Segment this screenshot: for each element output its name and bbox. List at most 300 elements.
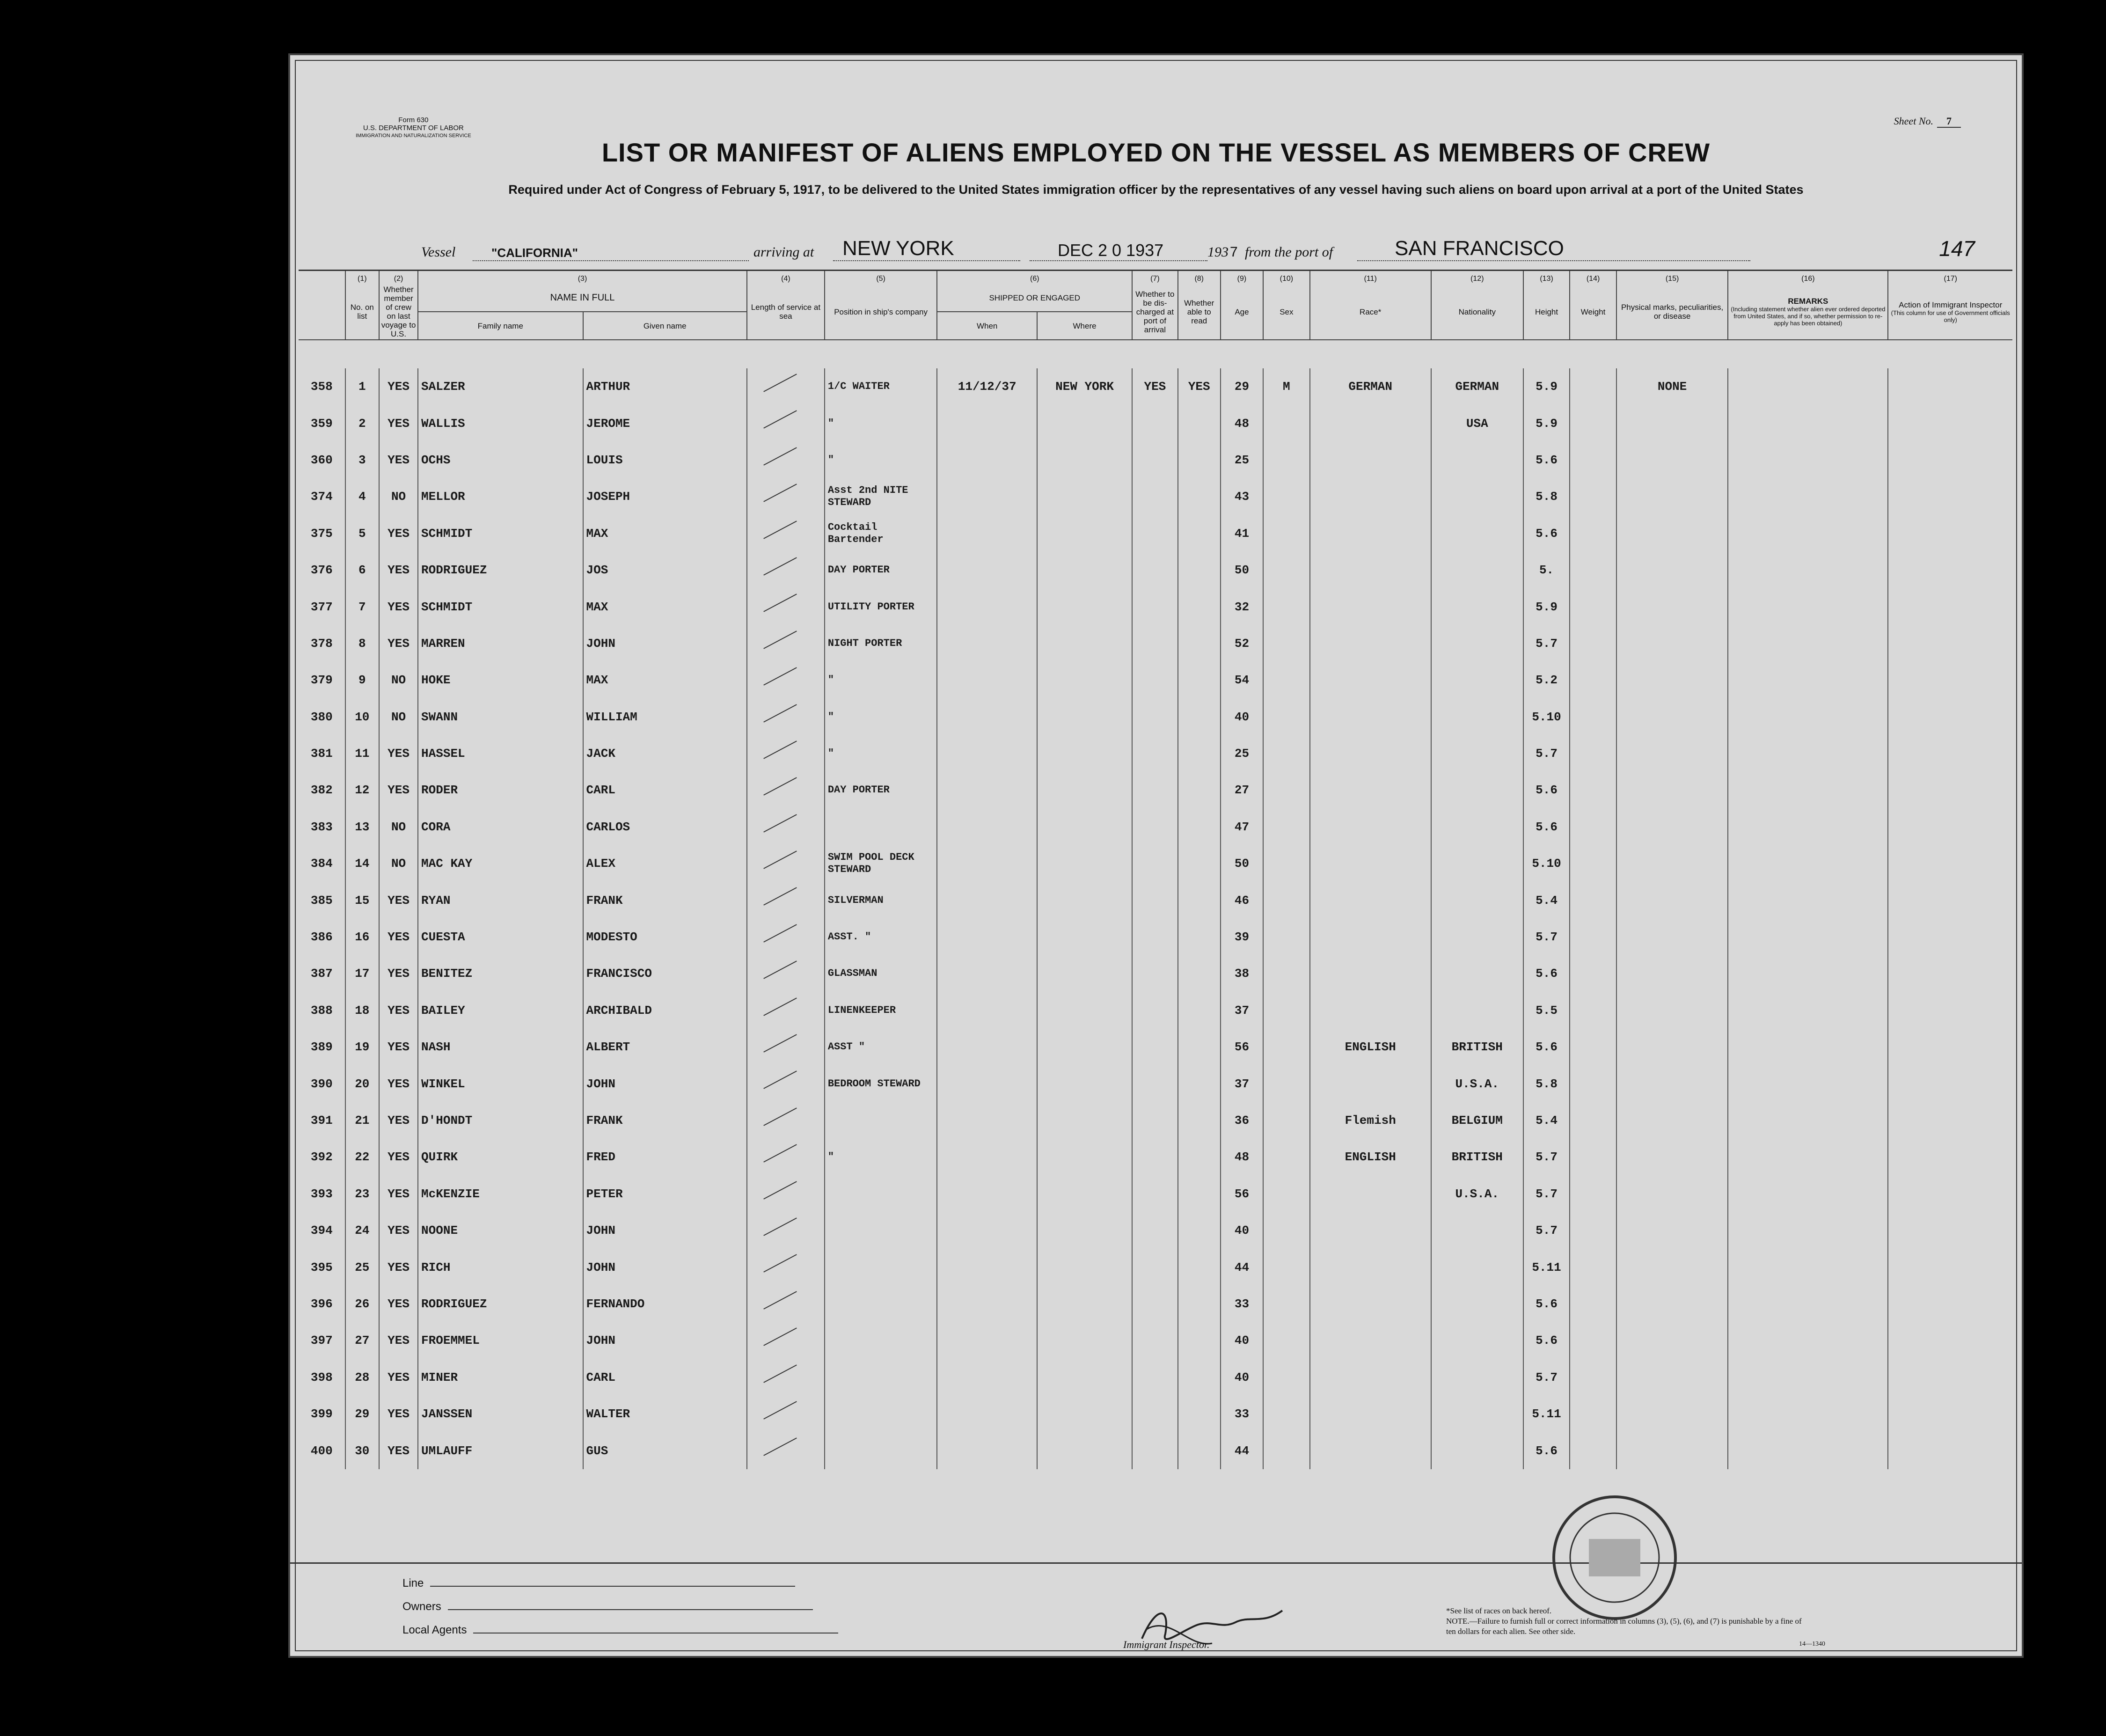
cell-action: [1888, 882, 2012, 918]
year-value: 7: [1230, 244, 1238, 260]
cell-action: [1888, 1176, 2012, 1212]
cell-last-voyage: YES: [379, 992, 418, 1029]
table-row: [299, 1139, 2012, 1175]
table-row: [299, 368, 2012, 405]
header-family-name: Family name: [418, 312, 583, 340]
table-row: [299, 442, 2012, 478]
arriving-port: NEW YORK: [842, 237, 954, 260]
cell-family-name: HOKE: [418, 662, 583, 698]
cell-position: ": [825, 699, 937, 735]
cell-family-name: NASH: [418, 1029, 583, 1065]
cell-height: 5.9: [1523, 588, 1570, 625]
cell-action: [1888, 405, 2012, 441]
colnum-13: (13): [1523, 271, 1570, 285]
cell-sex: [1263, 405, 1310, 441]
cell-nationality: [1431, 662, 1523, 698]
cell-length-service: [747, 1212, 825, 1249]
cell-height: 5.9: [1523, 405, 1570, 441]
cell-shipped-when: [937, 588, 1037, 625]
cell-action: [1888, 1102, 2012, 1139]
cell-given-name: JOS: [583, 552, 747, 588]
cell-sex: [1263, 955, 1310, 992]
cell-weight: [1570, 552, 1616, 588]
cell-remarks: [1728, 1029, 1888, 1065]
cell-remarks: [1728, 478, 1888, 515]
cell-able-to-read: YES: [1178, 368, 1221, 405]
cell-race: [1310, 1286, 1431, 1322]
cell-weight: [1570, 882, 1616, 918]
cell-able-to-read: [1178, 662, 1221, 698]
cell-last-voyage: YES: [379, 552, 418, 588]
cell-remarks: [1728, 1176, 1888, 1212]
cell-nationality: [1431, 1212, 1523, 1249]
cell-last-voyage: YES: [379, 1249, 418, 1285]
cell-row-ref: 376: [310, 563, 333, 578]
cell-nationality: [1431, 845, 1523, 882]
cell-row-ref: 385: [310, 893, 333, 908]
cell-weight: [1570, 662, 1616, 698]
cell-position: ": [825, 735, 937, 772]
cell-length-service: [747, 478, 825, 515]
cell-shipped-where: [1037, 1029, 1132, 1065]
cell-position: DAY PORTER: [825, 552, 937, 588]
cell-remarks: [1728, 552, 1888, 588]
cell-physical-marks: [1616, 1212, 1728, 1249]
cell-row-ref: 392: [310, 1150, 333, 1165]
cell-row-ref: 395: [310, 1260, 333, 1275]
cell-race: Flemish: [1310, 1102, 1431, 1139]
official-stamp: [1544, 1487, 1685, 1628]
cell-shipped-where: [1037, 515, 1132, 552]
cell-given-name: CARL: [583, 1359, 747, 1396]
cell-able-to-read: [1178, 515, 1221, 552]
cell-race: [1310, 1359, 1431, 1396]
cell-position: [825, 1396, 937, 1432]
vessel-line: [421, 237, 1980, 263]
cell-age: 56: [1221, 1176, 1263, 1212]
cell-last-voyage: YES: [379, 405, 418, 441]
cell-last-voyage: YES: [379, 735, 418, 772]
cell-weight: [1570, 368, 1616, 405]
cell-height: 5.6: [1523, 442, 1570, 478]
cell-height: 5.: [1523, 552, 1570, 588]
cell-discharged: [1132, 992, 1177, 1029]
cell-nationality: [1431, 919, 1523, 955]
cell-discharged: [1132, 1359, 1177, 1396]
cell-race: [1310, 442, 1431, 478]
header-race: Race*: [1310, 284, 1431, 340]
cell-able-to-read: [1178, 955, 1221, 992]
cell-age: 47: [1221, 809, 1263, 845]
cell-discharged: [1132, 1286, 1177, 1322]
remarks-title: REMARKS: [1788, 297, 1828, 306]
cell-row-ref: 359: [310, 416, 333, 431]
cell-remarks: [1728, 699, 1888, 735]
cell-given-name: ALEX: [583, 845, 747, 882]
cell-height: 5.6: [1523, 955, 1570, 992]
cell-given-name: WILLIAM: [583, 699, 747, 735]
cell-age: 27: [1221, 772, 1263, 808]
cell-length-service: [747, 1029, 825, 1065]
binder-hole: [224, 557, 240, 576]
cell-nationality: USA: [1431, 405, 1523, 441]
cell-age: 32: [1221, 588, 1263, 625]
cell-last-voyage: YES: [379, 1359, 418, 1396]
cell-discharged: [1132, 699, 1177, 735]
cell-sex: [1263, 882, 1310, 918]
cell-given-name: FRANK: [583, 882, 747, 918]
cell-row-number: 1: [345, 368, 380, 405]
cell-sex: [1263, 662, 1310, 698]
cell-row-number: 10: [345, 699, 380, 735]
cell-physical-marks: NONE: [1616, 368, 1728, 405]
cell-given-name: ALBERT: [583, 1029, 747, 1065]
cell-length-service: [747, 955, 825, 992]
cell-height: 5.10: [1523, 699, 1570, 735]
cell-nationality: [1431, 1396, 1523, 1432]
colnum-5: (5): [825, 271, 937, 285]
cell-discharged: [1132, 662, 1177, 698]
table-row: [299, 478, 2012, 515]
header-age: Age: [1221, 284, 1263, 340]
cell-sex: M: [1263, 368, 1310, 405]
table-row: [299, 1029, 2012, 1065]
cell-row-number: 11: [345, 735, 380, 772]
cell-shipped-where: [1037, 552, 1132, 588]
cell-shipped-where: [1037, 588, 1132, 625]
cell-length-service: [747, 992, 825, 1029]
cell-action: [1888, 662, 2012, 698]
cell-action: [1888, 845, 2012, 882]
colnum-11: (11): [1310, 271, 1431, 285]
cell-row-ref: 396: [310, 1297, 333, 1311]
cell-discharged: [1132, 1139, 1177, 1175]
cell-race: [1310, 735, 1431, 772]
cell-height: 5.5: [1523, 992, 1570, 1029]
cell-physical-marks: [1616, 992, 1728, 1029]
cell-shipped-when: [937, 515, 1037, 552]
cell-length-service: [747, 1286, 825, 1322]
page-title: LIST OR MANIFEST OF ALIENS EMPLOYED ON THE VESSEL AS MEMBERS OF CREW: [601, 138, 1711, 167]
cell-height: 5.6: [1523, 809, 1570, 845]
year-label: 193: [1207, 244, 1228, 260]
cell-physical-marks: [1616, 1359, 1728, 1396]
cell-remarks: [1728, 442, 1888, 478]
table-row: [299, 1249, 2012, 1285]
table-row: [299, 772, 2012, 808]
cell-race: [1310, 772, 1431, 808]
cell-length-service: [747, 1249, 825, 1285]
page-subtitle: Required under Act of Congress of February 5, 1917, to be delivered to the United States immigration officer by the representatives of any vessel having such aliens on board upon arrival at a port of the United States: [508, 183, 1804, 197]
cell-height: 5.6: [1523, 1322, 1570, 1359]
cell-shipped-when: [937, 1359, 1037, 1396]
cell-position: GLASSMAN: [825, 955, 937, 992]
cell-nationality: BELGIUM: [1431, 1102, 1523, 1139]
cell-given-name: MODESTO: [583, 919, 747, 955]
table-row: [299, 625, 2012, 662]
cell-family-name: RYAN: [418, 882, 583, 918]
cell-sex: [1263, 515, 1310, 552]
cell-given-name: MAX: [583, 515, 747, 552]
cell-given-name: JOHN: [583, 625, 747, 662]
colnum-16: (16): [1728, 271, 1888, 285]
cell-physical-marks: [1616, 1322, 1728, 1359]
cell-shipped-when: [937, 625, 1037, 662]
table-row: [299, 845, 2012, 882]
cell-able-to-read: [1178, 1065, 1221, 1102]
cell-length-service: [747, 1065, 825, 1102]
cell-row-number: 8: [345, 625, 380, 662]
cell-given-name: FRANK: [583, 1102, 747, 1139]
colnum-1: (1): [345, 271, 380, 285]
cell-action: [1888, 735, 2012, 772]
cell-sex: [1263, 1396, 1310, 1432]
cell-action: [1888, 1396, 2012, 1432]
cell-nationality: [1431, 515, 1523, 552]
cell-nationality: [1431, 1286, 1523, 1322]
cell-sex: [1263, 1139, 1310, 1175]
cell-able-to-read: [1178, 405, 1221, 441]
table-row: [299, 955, 2012, 992]
colnum-9: (9): [1221, 271, 1263, 285]
binder-hole: [224, 314, 240, 332]
cell-sex: [1263, 1065, 1310, 1102]
binder-hole: [224, 220, 240, 239]
cell-physical-marks: [1616, 625, 1728, 662]
header-when: When: [937, 312, 1037, 340]
cell-last-voyage: YES: [379, 515, 418, 552]
cell-shipped-where: [1037, 1396, 1132, 1432]
cell-length-service: [747, 845, 825, 882]
cell-nationality: [1431, 772, 1523, 808]
cell-given-name: JACK: [583, 735, 747, 772]
cell-race: [1310, 478, 1431, 515]
cell-nationality: [1431, 992, 1523, 1029]
cell-shipped-where: [1037, 1102, 1132, 1139]
cell-length-service: [747, 1139, 825, 1175]
cell-age: 56: [1221, 1029, 1263, 1065]
cell-weight: [1570, 992, 1616, 1029]
cell-remarks: [1728, 1139, 1888, 1175]
crew-manifest-table: [299, 270, 2012, 1469]
cell-position: Cocktail Bartender: [825, 515, 937, 552]
colnum-8: (8): [1178, 271, 1221, 285]
cell-shipped-when: [937, 1396, 1037, 1432]
cell-row-ref: 388: [310, 1003, 333, 1018]
cell-age: 40: [1221, 1322, 1263, 1359]
cell-position: [825, 1359, 937, 1396]
cell-row-number: 14: [345, 845, 380, 882]
cell-discharged: [1132, 735, 1177, 772]
cell-row-number: 22: [345, 1139, 380, 1175]
cell-able-to-read: [1178, 478, 1221, 515]
cell-able-to-read: [1178, 1432, 1221, 1469]
from-port-label: from the port of: [1245, 244, 1333, 260]
cell-sex: [1263, 1029, 1310, 1065]
cell-row-ref: 389: [310, 1040, 333, 1055]
cell-able-to-read: [1178, 699, 1221, 735]
cell-nationality: [1431, 955, 1523, 992]
cell-sex: [1263, 1432, 1310, 1469]
cell-action: [1888, 955, 2012, 992]
cell-height: 5.4: [1523, 882, 1570, 918]
cell-action: [1888, 1139, 2012, 1175]
header-height: Height: [1523, 284, 1570, 340]
cell-weight: [1570, 1139, 1616, 1175]
cell-length-service: [747, 699, 825, 735]
cell-position: ": [825, 1139, 937, 1175]
cell-length-service: [747, 405, 825, 441]
cell-last-voyage: YES: [379, 1322, 418, 1359]
cell-able-to-read: [1178, 1212, 1221, 1249]
header-weight: Weight: [1570, 284, 1616, 340]
cell-last-voyage: YES: [379, 1176, 418, 1212]
cell-length-service: [747, 919, 825, 955]
cell-action: [1888, 1249, 2012, 1285]
cell-race: [1310, 1249, 1431, 1285]
cell-action: [1888, 992, 2012, 1029]
cell-height: 5.7: [1523, 919, 1570, 955]
header-position: Position in ship's company: [825, 284, 937, 340]
cell-discharged: [1132, 882, 1177, 918]
cell-shipped-when: [937, 1249, 1037, 1285]
cell-family-name: MAC KAY: [418, 845, 583, 882]
cell-position: [825, 1322, 937, 1359]
cell-physical-marks: [1616, 1176, 1728, 1212]
cell-physical-marks: [1616, 1065, 1728, 1102]
cell-discharged: [1132, 442, 1177, 478]
cell-discharged: [1132, 625, 1177, 662]
cell-sex: [1263, 1359, 1310, 1396]
cell-nationality: GERMAN: [1431, 368, 1523, 405]
cell-given-name: JOSEPH: [583, 478, 747, 515]
cell-sex: [1263, 809, 1310, 845]
cell-shipped-where: [1037, 919, 1132, 955]
cell-row-ref: 380: [310, 710, 333, 724]
form-identifier: [356, 116, 471, 140]
cell-height: 5.9: [1523, 368, 1570, 405]
cell-row-number: 25: [345, 1249, 380, 1285]
cell-physical-marks: [1616, 1249, 1728, 1285]
colnum-17: (17): [1888, 271, 2012, 285]
cell-position: [825, 1286, 937, 1322]
cell-sex: [1263, 588, 1310, 625]
cell-family-name: SCHMIDT: [418, 588, 583, 625]
cell-able-to-read: [1178, 552, 1221, 588]
cell-row-number: 16: [345, 919, 380, 955]
header-where: Where: [1037, 312, 1132, 340]
cell-discharged: [1132, 1322, 1177, 1359]
cell-position: [825, 1102, 937, 1139]
cell-family-name: McKENZIE: [418, 1176, 583, 1212]
cell-sex: [1263, 699, 1310, 735]
cell-discharged: [1132, 1102, 1177, 1139]
cell-shipped-where: [1037, 1139, 1132, 1175]
table-row: [299, 919, 2012, 955]
cell-shipped-where: [1037, 625, 1132, 662]
colnum-4: (4): [747, 271, 825, 285]
cell-last-voyage: YES: [379, 1212, 418, 1249]
header-remarks: [1728, 284, 1888, 340]
cell-family-name: UMLAUFF: [418, 1432, 583, 1469]
cell-shipped-when: [937, 699, 1037, 735]
cell-shipped-when: [937, 845, 1037, 882]
cell-family-name: SALZER: [418, 368, 583, 405]
cell-shipped-where: [1037, 992, 1132, 1029]
sheet-number-label: Sheet No.: [1894, 115, 1933, 127]
cell-last-voyage: YES: [379, 625, 418, 662]
cell-shipped-when: [937, 1139, 1037, 1175]
cell-sex: [1263, 1176, 1310, 1212]
cell-length-service: [747, 735, 825, 772]
cell-row-ref: 379: [310, 673, 333, 688]
cell-weight: [1570, 1102, 1616, 1139]
owners-field: [402, 1600, 813, 1613]
cell-race: GERMAN: [1310, 368, 1431, 405]
cell-age: 40: [1221, 1212, 1263, 1249]
cell-able-to-read: [1178, 625, 1221, 662]
cell-row-number: 26: [345, 1286, 380, 1322]
form-code: 14—1340: [1799, 1641, 1825, 1648]
cell-age: 40: [1221, 1359, 1263, 1396]
cell-race: ENGLISH: [1310, 1029, 1431, 1065]
cell-length-service: [747, 442, 825, 478]
cell-nationality: [1431, 882, 1523, 918]
cell-nationality: U.S.A.: [1431, 1176, 1523, 1212]
cell-row-ref: 374: [310, 490, 333, 504]
cell-last-voyage: NO: [379, 699, 418, 735]
cell-remarks: [1728, 1249, 1888, 1285]
cell-row-ref: 394: [310, 1223, 333, 1238]
cell-given-name: MAX: [583, 662, 747, 698]
cell-age: 38: [1221, 955, 1263, 992]
cell-weight: [1570, 845, 1616, 882]
cell-height: 5.6: [1523, 1432, 1570, 1469]
cell-nationality: [1431, 1249, 1523, 1285]
cell-race: [1310, 515, 1431, 552]
cell-weight: [1570, 809, 1616, 845]
cell-age: 52: [1221, 625, 1263, 662]
cell-age: 41: [1221, 515, 1263, 552]
arrival-date: DEC 2 0 1937: [1058, 241, 1164, 260]
note-text: NOTE.—Failure to furnish full or correct information in columns (3), (5), (6), and (7) is punishable by a fine of ten dollars for each alien. See other side.: [1446, 1617, 1802, 1636]
table-row: [299, 1286, 2012, 1322]
cell-able-to-read: [1178, 588, 1221, 625]
cell-age: 25: [1221, 442, 1263, 478]
cell-action: [1888, 1359, 2012, 1396]
cell-physical-marks: [1616, 882, 1728, 918]
cell-given-name: WALTER: [583, 1396, 747, 1432]
header-able-to-read: Whether able to read: [1178, 284, 1221, 340]
cell-race: [1310, 919, 1431, 955]
cell-height: 5.6: [1523, 772, 1570, 808]
department: U.S. DEPARTMENT OF LABOR: [363, 124, 464, 132]
header-sex: Sex: [1263, 284, 1310, 340]
cell-height: 5.2: [1523, 662, 1570, 698]
cell-able-to-read: [1178, 1029, 1221, 1065]
cell-able-to-read: [1178, 1359, 1221, 1396]
cell-row-number: 24: [345, 1212, 380, 1249]
cell-discharged: [1132, 515, 1177, 552]
cell-shipped-where: [1037, 405, 1132, 441]
vessel-label: Vessel: [421, 244, 456, 260]
cell-family-name: MELLOR: [418, 478, 583, 515]
cell-shipped-when: [937, 992, 1037, 1029]
cell-able-to-read: [1178, 845, 1221, 882]
binder-hole: [224, 1535, 240, 1554]
cell-physical-marks: [1616, 1139, 1728, 1175]
cell-given-name: LOUIS: [583, 442, 747, 478]
